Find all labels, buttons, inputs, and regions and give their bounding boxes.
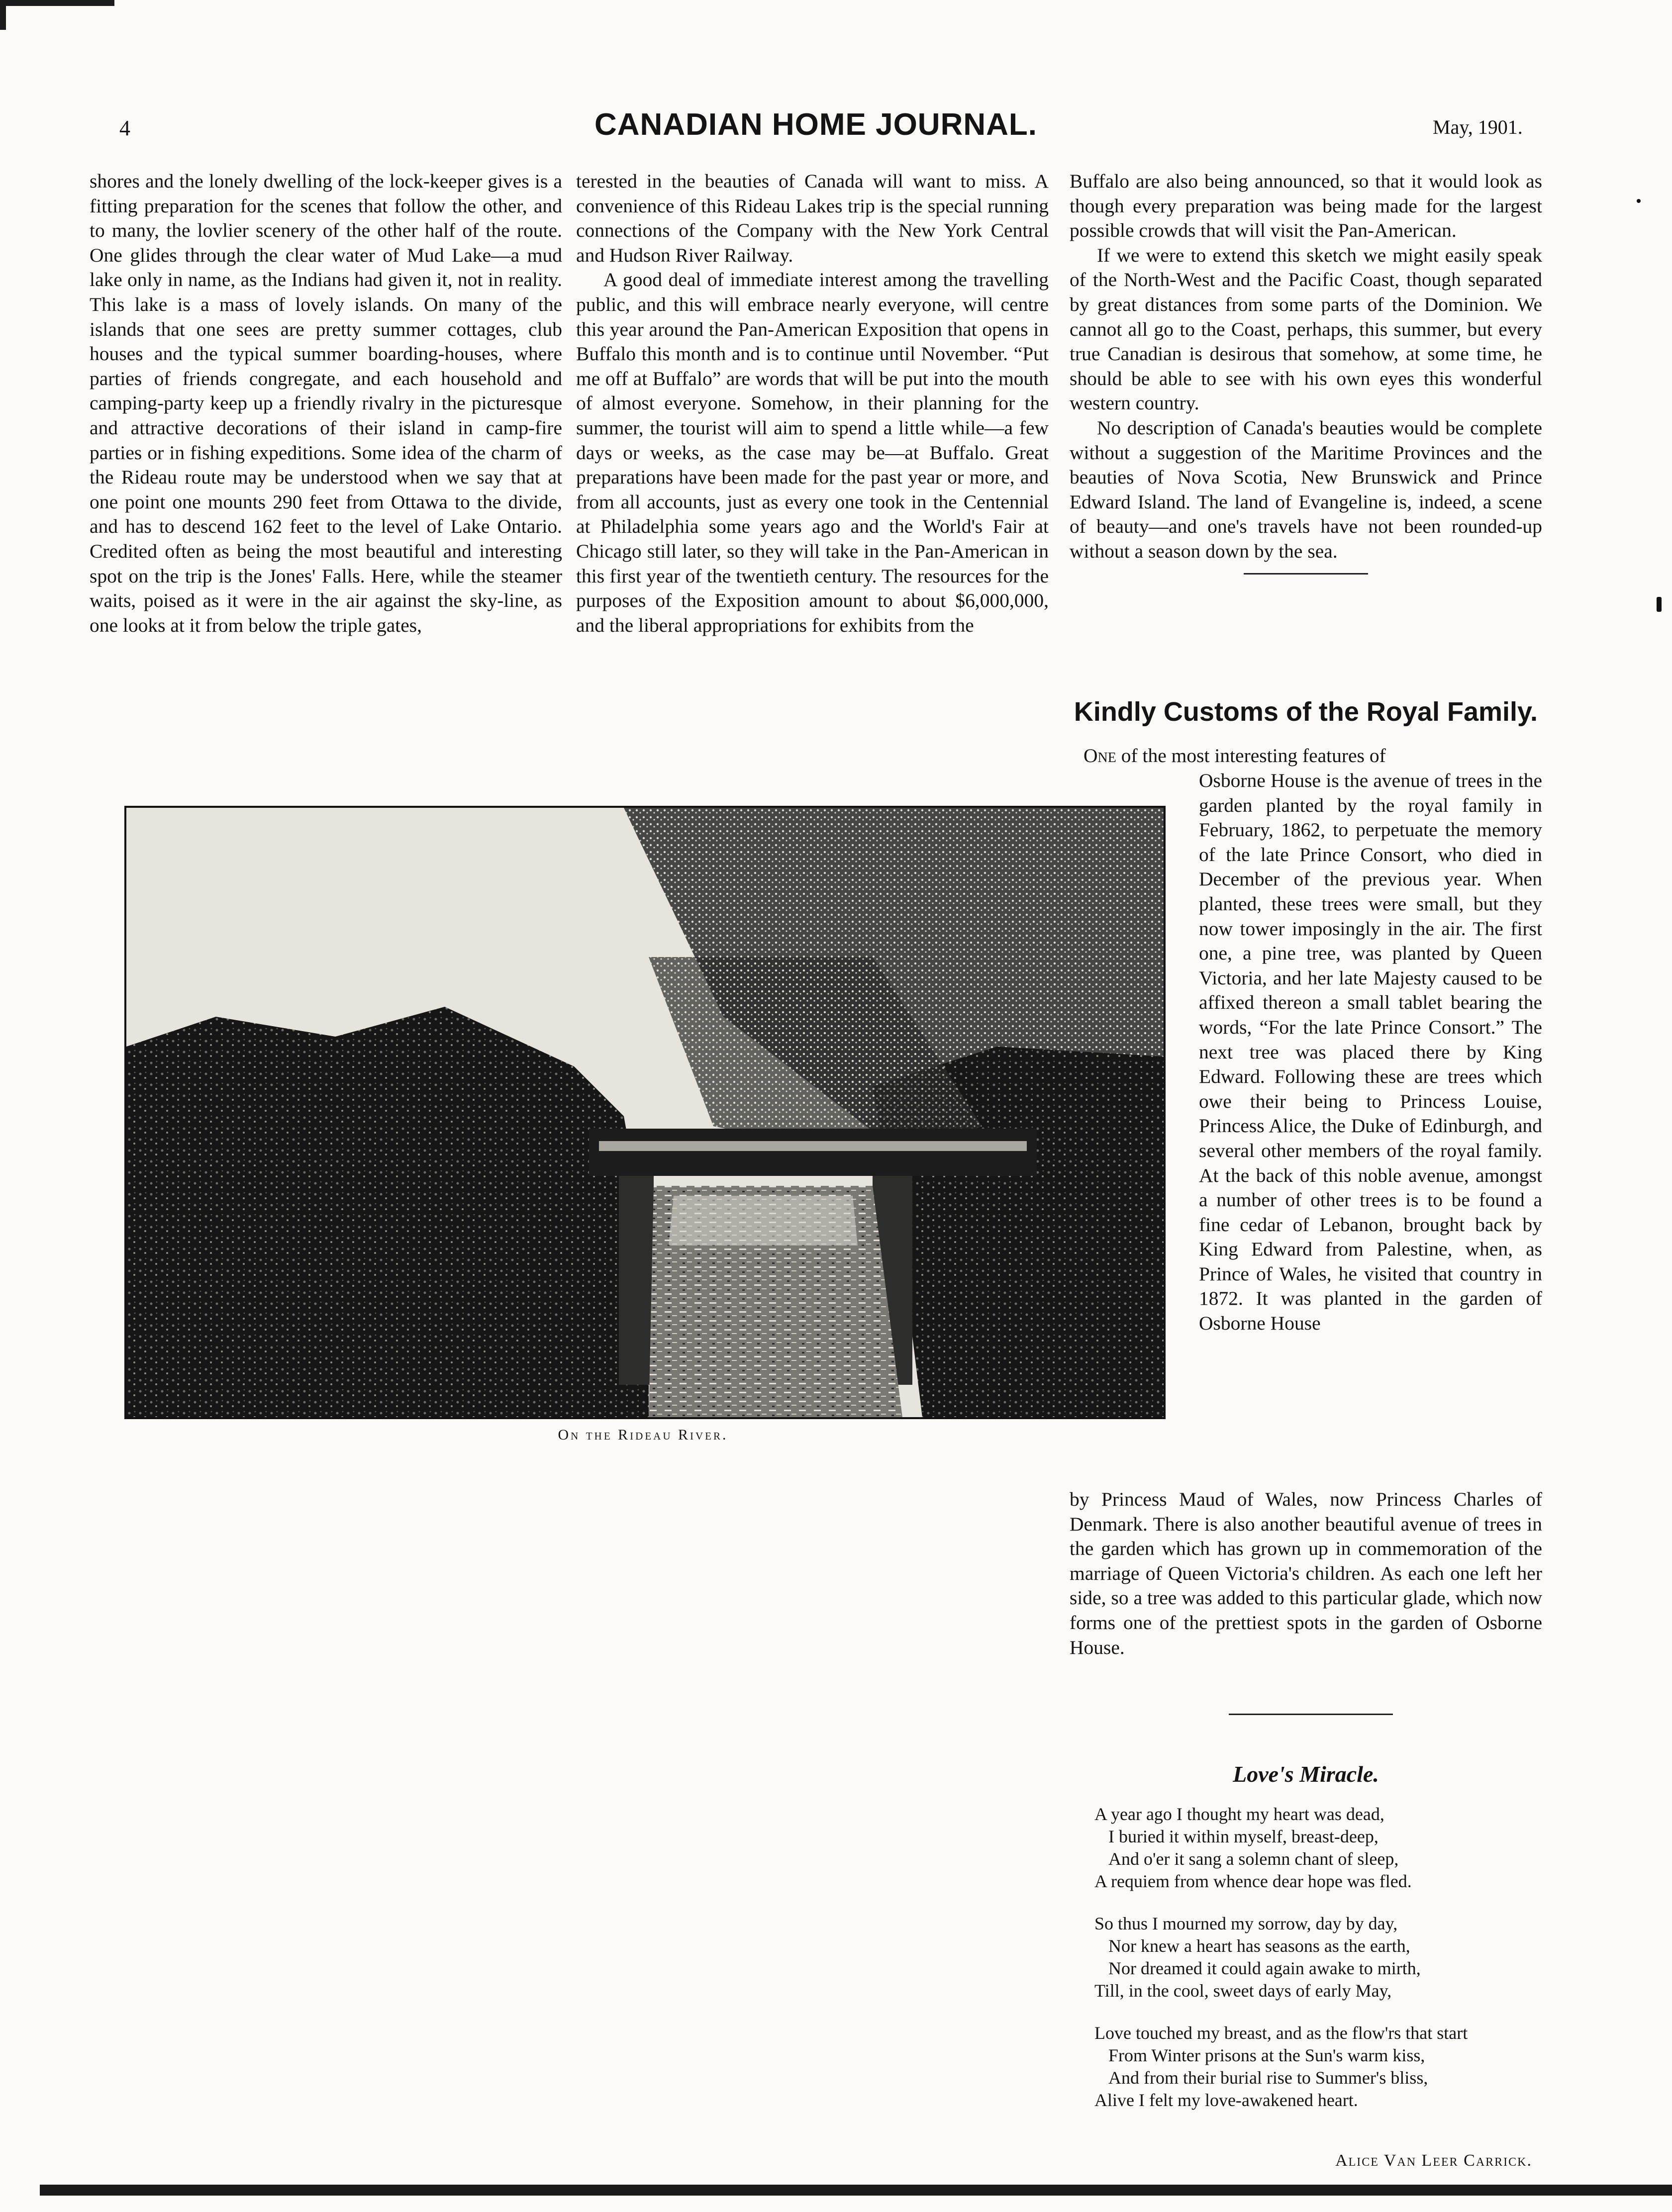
poem-line: And o'er it sang a solemn chant of sleep, — [1108, 1849, 1399, 1869]
photo-caption: On the Rideau River. — [558, 1427, 728, 1443]
issue-date: May, 1901. — [1433, 116, 1523, 138]
page-number: 4 — [119, 116, 130, 140]
print-speck — [1657, 597, 1662, 612]
paragraph: A good deal of immediate interest among the travelling public, and this will embrace nearly everyone, will centre this year around the Pan-American Exposition that opens in Buffalo this month and is to continue until November. “Put me off at Buffalo” are words that will be put into the mouth of almost everyone. Somehow, in their planning for the summer, the tourist will aim to spend a little while—a few days or weeks, as the case may be—at Buffalo. Great preparations have been made for the past year or more, and from all accounts, just as every one took in the Centennial at Philadelphia some years ago and the World's Fair at Chicago still later, so they will take in the Pan-American in this first year of the twentieth century. The resources for the purposes of the Exposition amount to about $6,000,000, and the liberal appropriations for exhibits from the — [576, 269, 1049, 636]
print-speck — [1637, 199, 1641, 203]
paragraph: If we were to extend this sketch we might easily speak of the North-West and the Pacific Coast, though separated by great distances from some parts of the Dominion. We cannot all go to the Coast, perhaps, this summer, but every true Canadian is desirous that somehow, at some time, he should be able to see with his own eyes this wonderful western country. — [1070, 244, 1542, 414]
paragraph: Osborne House is the avenue of trees in the garden planted by the royal family in February, 1862, to perpetuate the memory of the late Prince Consort, who died in December of the previous year. When planted, these trees were small, but they now tower imposingly in the air. The first one, a pine tree, was planted by Queen Victoria, and her late Majesty caused to be affixed thereon a small tablet bearing the words, “For the late Prince Consort.” The next tree was placed there by King Edward. Following these are trees which owe their being to Princess Louise, Princess Alice, the Duke of Edinburgh, and several other members of the royal family. At the back of this noble avenue, amongst a number of other trees is to be found a fine cedar of Lebanon, brought back by King Edward from Palestine, when, as Prince of Wales, he visited that country in 1872. It was planted in the garden of Osborne House — [1199, 769, 1542, 1335]
poem-author: Alice Van Leer Carrick. — [1335, 2151, 1532, 2170]
section-title: Kindly Customs of the Royal Family. — [1074, 697, 1538, 727]
poem-line: I buried it within myself, breast-deep, — [1108, 1827, 1378, 1846]
kindly-wide-text — [1070, 1487, 1542, 1686]
poem-line: And from their burial rise to Summer's bliss, — [1108, 2068, 1428, 2088]
lead-word: One — [1083, 745, 1116, 767]
column-3-top — [1070, 169, 1542, 691]
poem-line: Alive I felt my love-awakened heart. — [1094, 2090, 1358, 2110]
divider — [1244, 573, 1368, 575]
column-2-top — [576, 169, 1049, 771]
poem-line: Nor knew a heart has seasons as the earth, — [1108, 1936, 1410, 1956]
paragraph: terested in the beauties of Canada will want to miss. A convenience of this Rideau Lakes trip is the special running connections of the Company with the New York Central and Hudson River Railway. — [576, 170, 1049, 266]
poem-stanza — [1094, 1913, 1542, 2002]
poem-title: Love's Miracle. — [1233, 1761, 1379, 1787]
poem-line: From Winter prisons at the Sun's warm kiss, — [1108, 2045, 1425, 2065]
paragraph: by Princess Maud of Wales, now Princess Charles of Denmark. There is also another beautiful avenue of trees in the garden which has grown up in commemoration of the marriage of Queen Victoria's children. As each one left her side, so a tree was added to this particular glade, which now forms one of the prettiest spots in the garden of Osborne House. — [1070, 1488, 1542, 1658]
poem-line: So thus I mourned my sorrow, day by day, — [1094, 1914, 1398, 1933]
river-illustration — [126, 808, 1164, 1417]
paragraph: shores and the lonely dwelling of the lock-keeper gives is a fitting preparation for the scenes that follow the other, and to many, the lovlier scenery of the other half of the route. One glides through the clear water of Mud Lake—a mud lake only in name, as the Indians had given it, not in reality. This lake is a mass of lovely islands. On many of the islands that one sees are pretty summer cottages, club houses and the typical summer boarding-houses, where parties of friends congregate, and each household and camping-party keep up a friendly rivalry in the picturesque and attractive decorations of their island in camp-fire parties or in fishing expeditions. Some idea of the charm of the Rideau route may be understood when we say that at one point one mounts 290 feet from Ottawa to the divide, and has to descend 162 feet to the level of Lake Ontario. Credited often as being the most beautiful and interesting spot on the trip is the Jones' Falls. Here, while the steamer waits, poised as it were in the air against the sky-line, as one looks at it from below the triple gates, — [90, 170, 562, 636]
bottom-rule — [40, 2185, 1672, 2196]
poem-line: Nor dreamed it could again awake to mirth, — [1108, 1958, 1421, 1978]
poem-line: Till, in the cool, sweet days of early May, — [1094, 1981, 1392, 2001]
river-photograph — [124, 806, 1166, 1419]
journal-title: CANADIAN HOME JOURNAL. — [594, 107, 1037, 142]
poem-stanza — [1094, 2022, 1542, 2112]
corner-mark-vertical — [0, 0, 6, 30]
paragraph: Buffalo are also being announced, so that it would look as though every preparation was being made for the largest possible crowds that will visit the Pan-American. — [1070, 170, 1542, 242]
divider — [1229, 1714, 1393, 1715]
paragraph: No description of Canada's beauties would be complete without a suggestion of the Maritime Provinces and the beauties of Nova Scotia, New Brunswick and Prince Edward Island. The land of Evangeline is, indeed, a scene of beauty—and one's travels have not been rounded-up without a season down by the sea. — [1070, 416, 1542, 562]
poem — [1094, 1803, 1542, 2131]
poem-line: Love touched my breast, and as the flow'rs that start — [1094, 2023, 1468, 2043]
poem-line: A year ago I thought my heart was dead, — [1094, 1804, 1384, 1824]
poem-line: A requiem from whence dear hope was fled. — [1094, 1871, 1412, 1891]
poem-stanza — [1094, 1803, 1542, 1893]
kindly-narrow-text — [1199, 769, 1542, 1490]
corner-mark — [0, 0, 114, 6]
column-1-top — [90, 169, 562, 771]
lead-text: of the most interesting features of — [1121, 745, 1386, 767]
